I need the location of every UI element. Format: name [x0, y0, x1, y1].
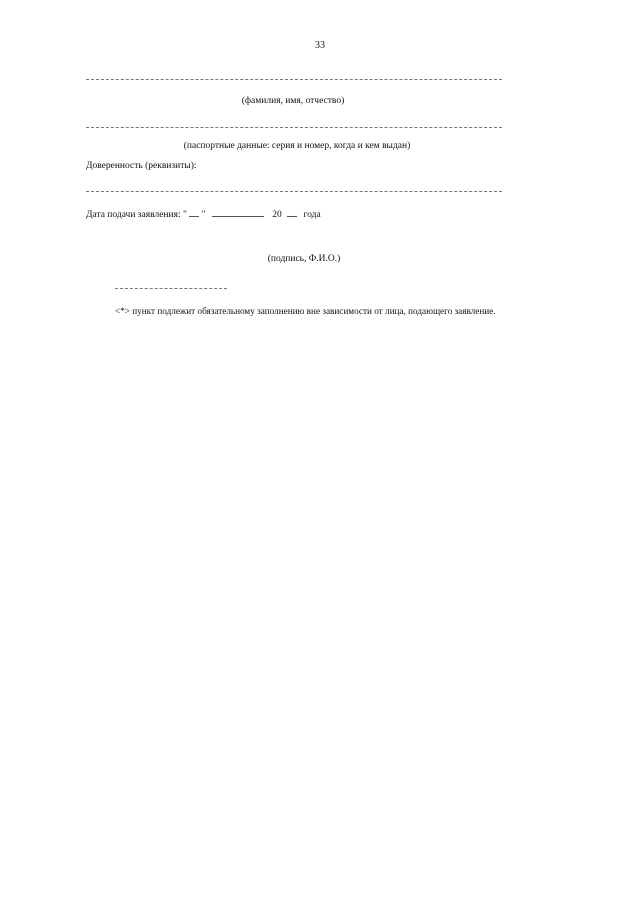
footnote-text: <*> пункт подлежит обязательному заполнению вне зависимости от лица, подающего заявление. — [115, 306, 496, 316]
date-label: Дата подачи заявления: " — [86, 210, 187, 220]
footnote-separator — [115, 288, 227, 289]
power-of-attorney-label: Доверенность (реквизиты): — [86, 161, 197, 171]
month-blank — [212, 208, 264, 217]
passport-fill-line — [86, 127, 502, 128]
day-blank — [189, 208, 199, 217]
year-blank — [287, 208, 297, 217]
submission-date-row — [86, 208, 321, 220]
fio-caption: (фамилия, имя, отчество) — [241, 96, 345, 106]
signature-caption: (подпись, Ф.И.О.) — [267, 254, 341, 264]
power-of-attorney-fill-line — [86, 191, 502, 192]
fio-fill-line — [86, 79, 502, 80]
passport-caption: (паспортные данные: серия и номер, когда и кем выдан) — [183, 141, 411, 151]
date-quote-close: " — [201, 210, 206, 220]
year-prefix: 20 — [272, 210, 282, 220]
page-number: 33 — [315, 40, 325, 51]
date-suffix: года — [303, 210, 321, 220]
